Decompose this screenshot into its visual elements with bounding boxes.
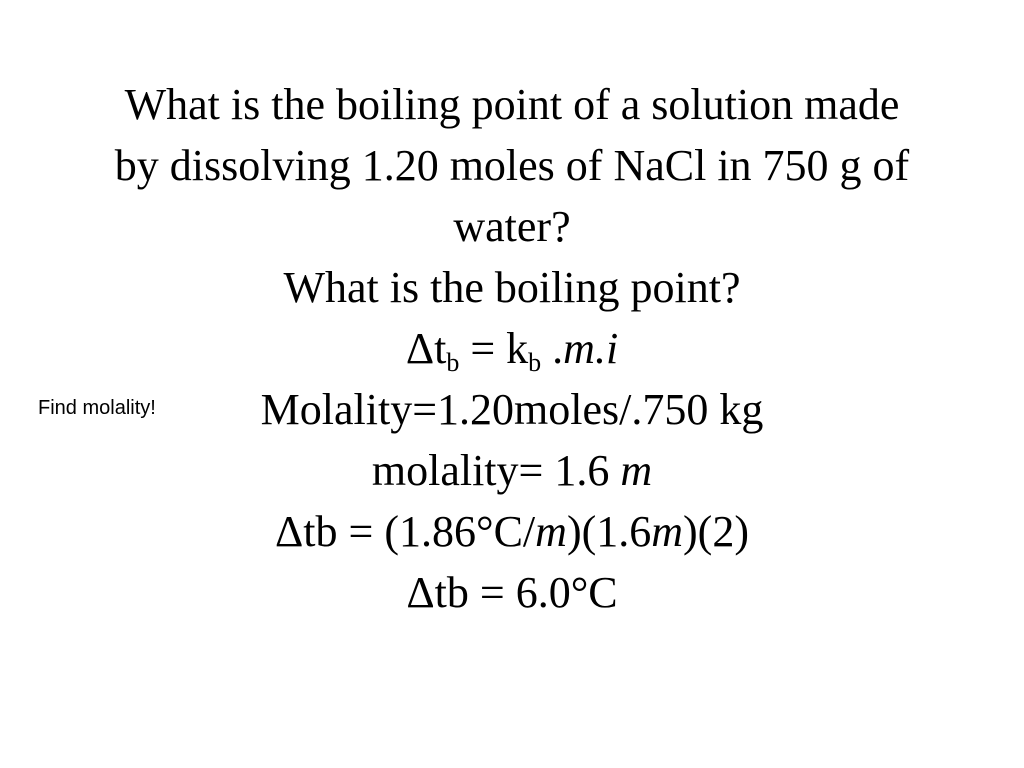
molality-result bbox=[40, 440, 984, 501]
formula-dot-2: . bbox=[594, 324, 606, 373]
formula-delta-t: Δt bbox=[405, 324, 447, 373]
molality-result-prefix: molality= 1.6 bbox=[371, 446, 621, 495]
delta-tb-part-2: )(1.6 bbox=[566, 507, 652, 556]
question-line-2: by dissolving 1.20 moles of NaCl in 750 g of bbox=[114, 141, 910, 190]
molality-calculation: Molality=1.20moles/.750 kg bbox=[260, 385, 764, 434]
formula-dot-1: . bbox=[541, 324, 564, 373]
formula-i: i bbox=[605, 324, 619, 373]
slide-body bbox=[40, 74, 984, 623]
formula-subscript-b-2: b bbox=[528, 348, 542, 377]
molality-result-unit: m bbox=[620, 446, 653, 495]
delta-tb-unit-2: m bbox=[651, 507, 684, 556]
formula-subscript-b: b bbox=[446, 348, 460, 377]
question-line-4: What is the boiling point? bbox=[283, 263, 741, 312]
side-note-find-molality: Find molality! bbox=[38, 397, 156, 419]
delta-tb-calculation bbox=[40, 501, 984, 562]
question-line-3: water? bbox=[453, 202, 571, 251]
delta-tb-result: Δtb = 6.0°C bbox=[406, 568, 618, 617]
delta-tb-part-1: Δtb = (1.86°C/ bbox=[275, 507, 536, 556]
formula-m: m bbox=[563, 324, 595, 373]
boiling-point-formula bbox=[40, 318, 984, 379]
delta-tb-unit-1: m bbox=[535, 507, 567, 556]
delta-tb-part-3: )(2) bbox=[683, 507, 749, 556]
formula-equals-k: = k bbox=[459, 324, 529, 373]
question-line-1: What is the boiling point of a solution made bbox=[124, 80, 900, 129]
